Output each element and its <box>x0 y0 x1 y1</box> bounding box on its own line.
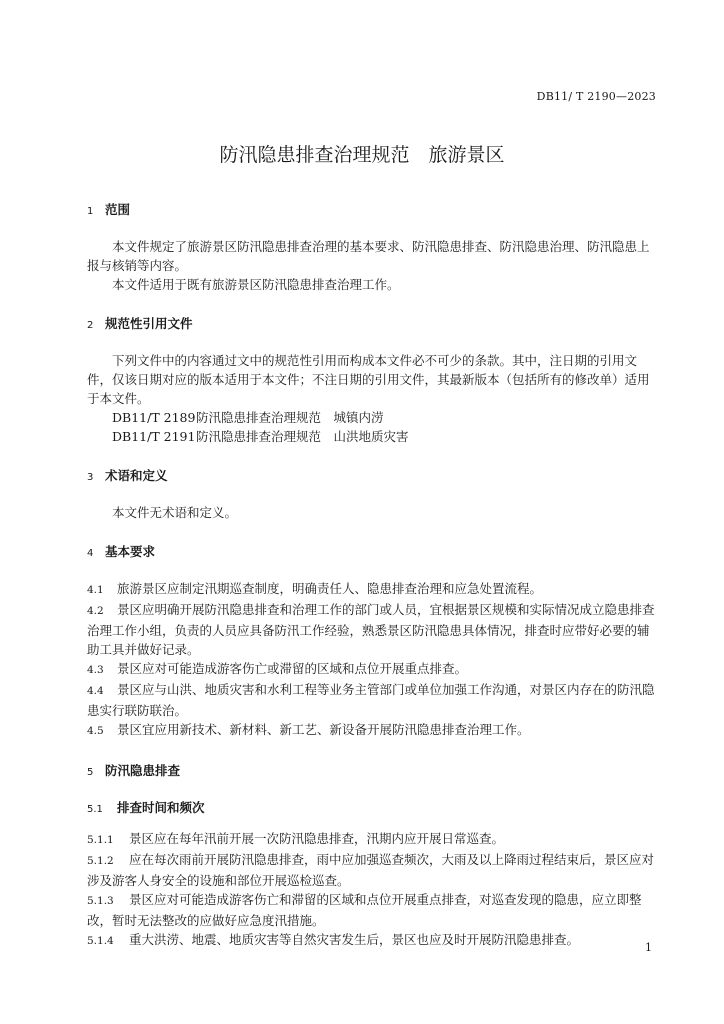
paragraph: 本文件无术语和定义。 <box>112 505 238 520</box>
clause-number: 4.2 <box>87 605 104 617</box>
clause-number: 4.4 <box>87 685 104 697</box>
reference-item <box>87 427 657 446</box>
clause <box>87 600 657 659</box>
section-title: 基本要求 <box>105 544 156 559</box>
reference-item <box>87 408 657 427</box>
clause-text: 重大洪涝、地震、地质灾害等自然灾害发生后，景区也应及时开展防汛隐患排查。 <box>129 932 580 947</box>
clause-text: 景区应明确开展防汛隐患排查和治理工作的部门或人员，宜根据景区规模和实际情况成立隐患排查治理工作小组，负责的人员应具备防汛工作经验，熟悉景区防汛隐患具体情况，排查时应带好必要的辅助工具并做好记录。 <box>87 602 655 657</box>
section-number: 5 <box>87 767 94 778</box>
standard-code: DB11/ T 2190—2023 <box>536 90 656 103</box>
clause-number: 5.1.1 <box>87 834 114 846</box>
reference-code: DB11/T 2189 <box>112 410 196 425</box>
section-heading-1 <box>87 200 657 221</box>
section-title: 术语和定义 <box>105 468 168 483</box>
reference-title: 防汛隐患排查治理规范 城镇内涝 <box>196 410 384 425</box>
reference-title: 防汛隐患排查治理规范 山洪地质灾害 <box>196 429 409 444</box>
clause-text: 景区应对可能造成游客伤亡和滞留的区域和点位开展重点排查，对巡查发现的隐患，应立即整改，暂时无法整改的应做好应急度汛措施。 <box>87 892 642 928</box>
clause <box>87 680 657 720</box>
clause-number: 5.1.2 <box>87 855 114 867</box>
section-heading-2 <box>87 314 657 335</box>
clause <box>87 890 657 930</box>
paragraph: 本文件规定了旅游景区防汛隐患排查治理的基本要求、防汛隐患排查、防汛隐患治理、防汛隐患上报与核销等内容。 <box>87 239 650 273</box>
reference-code: DB11/T 2191 <box>112 429 196 444</box>
clause-number: 4.1 <box>87 584 104 596</box>
paragraph: 本文件适用于既有旅游景区防汛隐患排查治理工作。 <box>112 277 400 292</box>
section-number: 1 <box>87 206 94 217</box>
clause <box>87 829 657 850</box>
section-title: 防汛隐患排查 <box>105 763 181 778</box>
paragraph: 下列文件中的内容通过文中的规范性引用而构成本文件必不可少的条款。其中，注日期的引用文件，仅该日期对应的版本适用于本文件；不注日期的引用文件，其最新版本（包括所有的修改单）适用于本文件。 <box>87 353 650 406</box>
section-heading-3 <box>87 466 657 487</box>
clause-text: 景区宜应用新技术、新材料、新工艺、新设备开展防汛隐患排查治理工作。 <box>117 722 530 737</box>
clause-text: 应在每次雨前开展防汛隐患排查，雨中应加强巡查频次，大雨及以上降雨过程结束后，景区应对涉及游客人身安全的设施和部位开展巡检巡查。 <box>87 852 655 888</box>
clause <box>87 659 657 680</box>
clause-number: 4.3 <box>87 664 104 676</box>
section-number: 4 <box>87 548 94 559</box>
section-heading-4 <box>87 542 657 563</box>
clause-number: 4.5 <box>87 725 104 737</box>
clause <box>87 850 657 890</box>
subsection-heading-5-1 <box>87 798 657 819</box>
section-number: 3 <box>87 472 94 483</box>
document-body <box>87 200 657 951</box>
clause-text: 景区应在每年汛前开展一次防汛隐患排查，汛期内应开展日常巡查。 <box>129 831 505 846</box>
section-title: 规范性引用文件 <box>105 316 193 331</box>
clause-number: 5.1.3 <box>87 895 114 907</box>
clause-text: 旅游景区应制定汛期巡查制度，明确责任人、隐患排查治理和应急处置流程。 <box>117 581 543 596</box>
clause-text: 景区应与山洪、地质灾害和水利工程等业务主管部门或单位加强工作沟通，对景区内存在的防汛隐患实行联防联治。 <box>87 682 655 718</box>
subsection-number: 5.1 <box>87 804 103 815</box>
section-heading-5 <box>87 761 657 782</box>
section-number: 2 <box>87 320 94 331</box>
section-title: 范围 <box>105 202 131 217</box>
clause <box>87 720 657 741</box>
subsection-title: 排查时间和频次 <box>117 800 205 815</box>
clause-number: 5.1.4 <box>87 935 114 947</box>
clause-text: 景区应对可能造成游客伤亡或滞留的区域和点位开展重点排查。 <box>117 661 468 676</box>
document-title: 防汛隐患排查治理规范 旅游景区 <box>219 144 505 166</box>
clause <box>87 579 657 600</box>
page-number: 1 <box>645 941 652 954</box>
clause <box>87 930 657 951</box>
